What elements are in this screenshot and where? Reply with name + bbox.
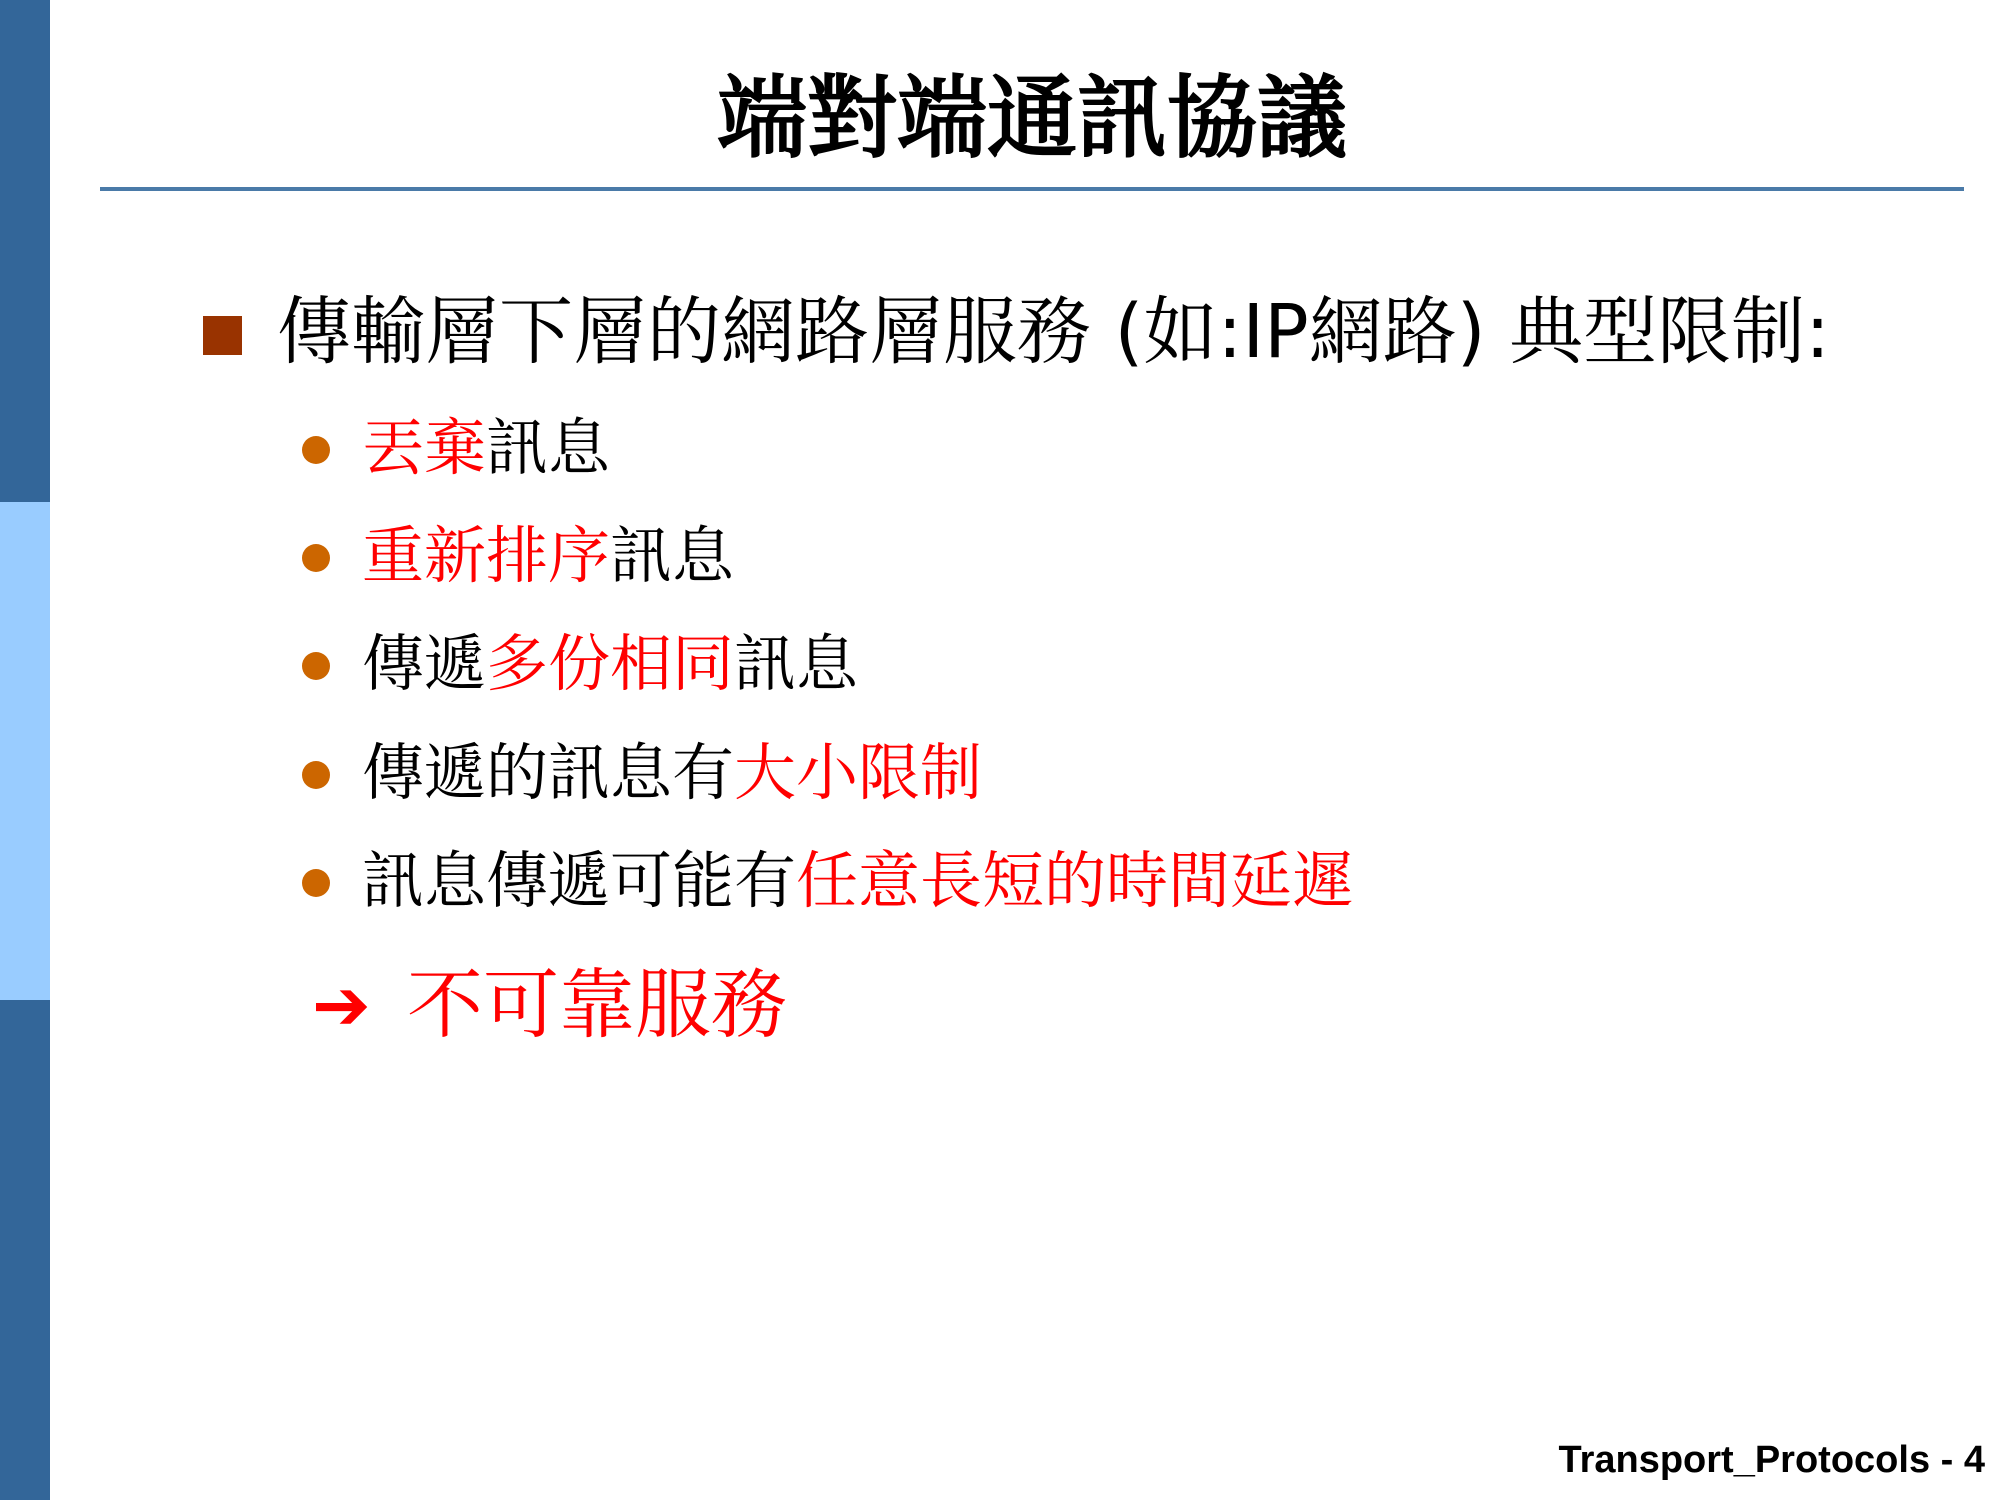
main-bullet-text: 傳輸層下層的網路層服務 (如:IP網路) 典型限制: (277, 289, 1831, 375)
sidebar-middle-band (0, 502, 50, 1000)
title-divider (100, 187, 1964, 191)
plain-text: 訊息 (734, 627, 859, 700)
plain-text: 訊息傳遞可能有 (362, 844, 797, 917)
right-arrow-icon: ➔ (312, 964, 371, 1046)
sub-bullet-text (362, 624, 858, 704)
plain-text: 傳遞的訊息有 (362, 736, 735, 809)
slide-footer: Transport_Protocols - 4 (1558, 1439, 1985, 1481)
round-bullet-icon (302, 544, 330, 572)
sidebar-bottom-band (0, 1000, 50, 1500)
sub-bullet-text (362, 408, 610, 488)
plain-text: 訊息 (486, 411, 611, 484)
emphasis-text: 多份相同 (486, 627, 735, 700)
sub-bullet-text (362, 516, 734, 596)
round-bullet-icon (302, 436, 330, 464)
slide-title: 端對端通訊協議 (717, 66, 1347, 171)
conclusion-text: 不可靠服務 (407, 960, 787, 1049)
sub-bullet-text (362, 841, 1354, 921)
round-bullet-icon (302, 652, 330, 680)
plain-text: 傳遞 (362, 627, 487, 700)
round-bullet-icon (302, 869, 330, 897)
emphasis-text: 任意長短的時間延遲 (796, 844, 1355, 917)
emphasis-text: 重新排序 (362, 519, 611, 592)
round-bullet-icon (302, 761, 330, 789)
plain-text: 訊息 (610, 519, 735, 592)
square-bullet-icon (203, 316, 242, 355)
sidebar-top-band (0, 0, 50, 502)
emphasis-text: 大小限制 (734, 736, 983, 809)
emphasis-text: 丟棄 (362, 411, 487, 484)
sub-bullet-text (362, 733, 982, 813)
